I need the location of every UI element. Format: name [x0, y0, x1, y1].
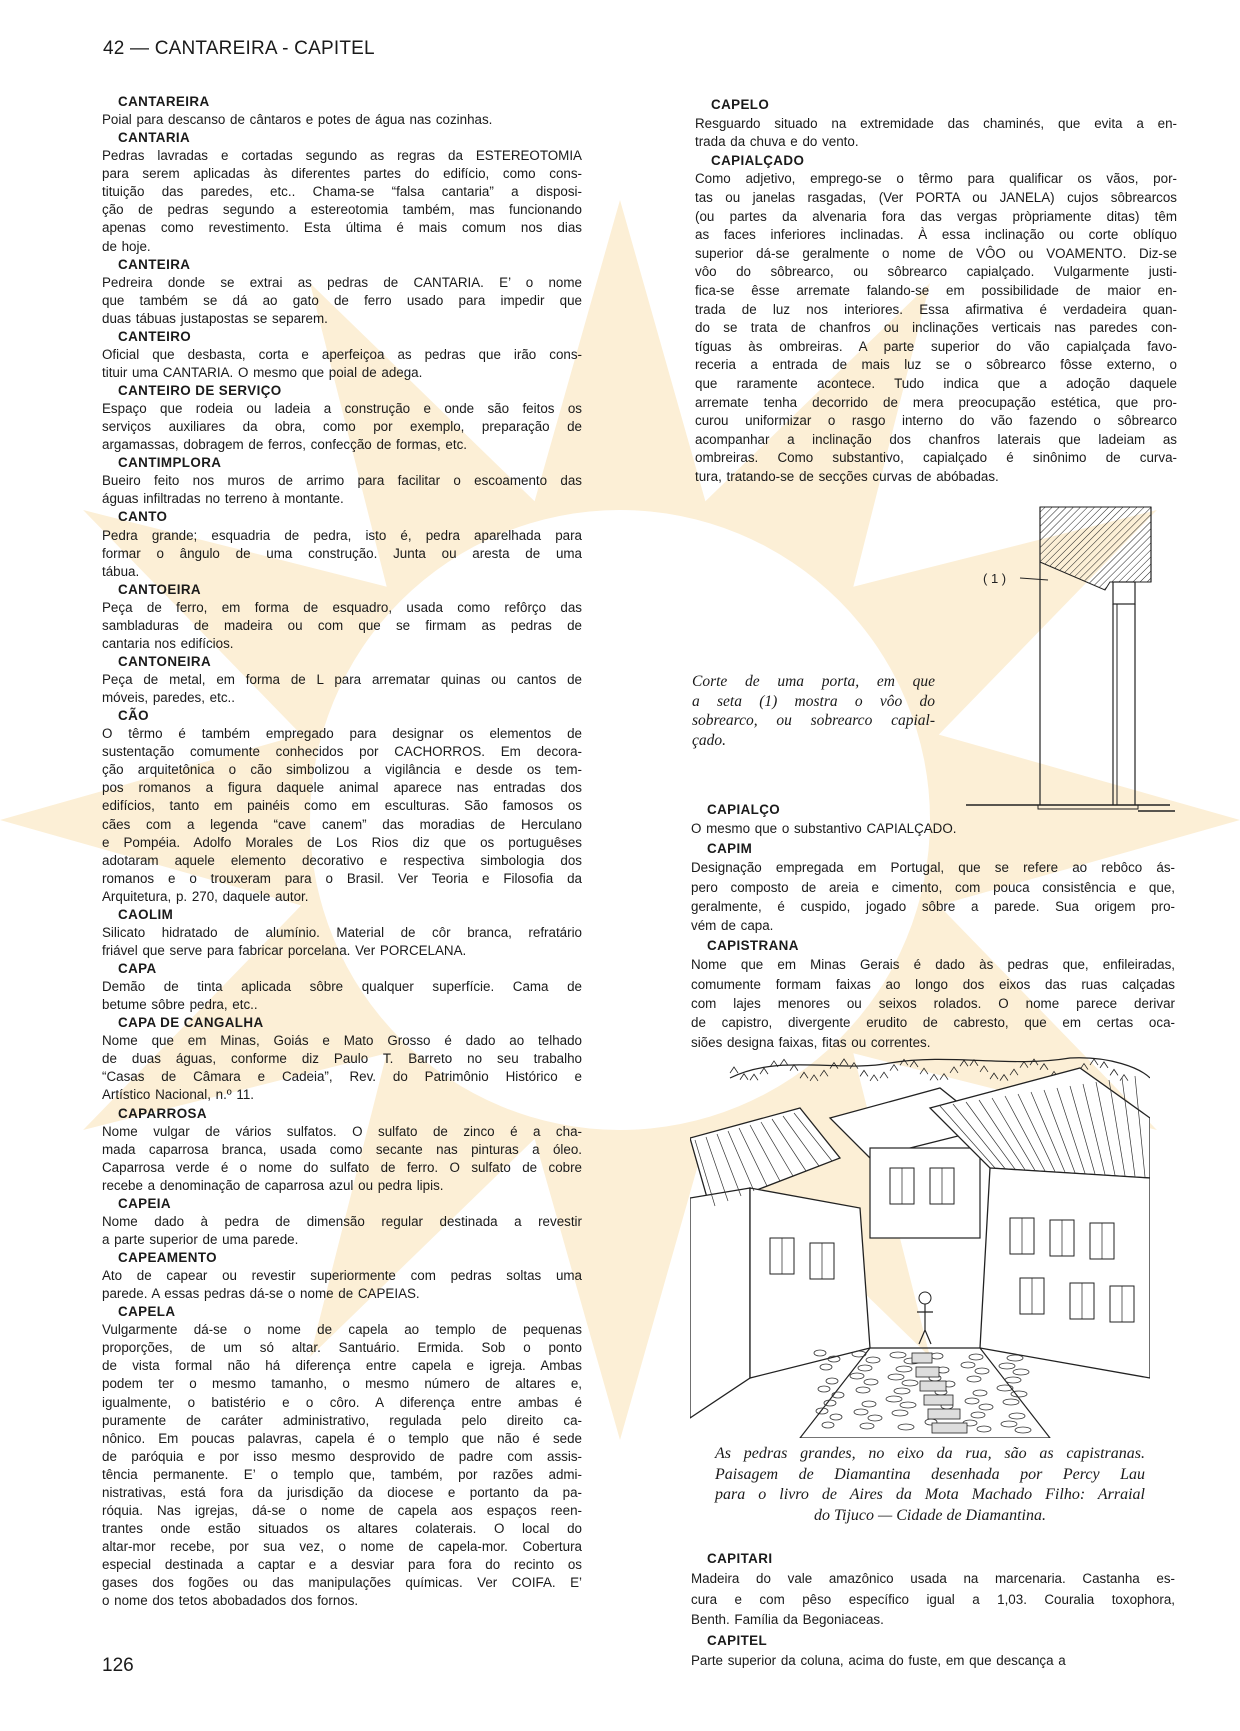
- entry-definition-line: tas ou janelas rasgadas, (Ver PORTA ou JANELA) cujos sôbrearcos: [695, 189, 1177, 205]
- house-right: [980, 1168, 1150, 1378]
- entry-definition-line: especial destinada a captar e a desviar para fora do recinto os: [102, 1557, 582, 1573]
- entry-definition-line: apenas como revestimento. Esta última é mais comum nos dias: [102, 220, 582, 236]
- tree-stroke: [1120, 1075, 1128, 1081]
- cobblestone: [1009, 1413, 1025, 1419]
- cobblestone: [896, 1366, 912, 1372]
- entry-term: CANTONEIRA: [118, 653, 212, 669]
- entry-definition-line: tábua.: [102, 563, 140, 579]
- entry-definition-line: tíguas às ombreiras. A parte superior do vão capialçada favo-: [695, 338, 1177, 354]
- arrow-label: ( 1 ): [983, 571, 1007, 586]
- cobblestone: [975, 1368, 989, 1374]
- cobblestone: [1001, 1421, 1017, 1427]
- entry-definition-line: móveis, paredes, etc..: [102, 690, 235, 706]
- cobblestone: [977, 1426, 991, 1432]
- tree-stroke: [790, 1065, 798, 1071]
- entry-definition-line: cantaria nos edifícios.: [102, 635, 234, 651]
- entry-definition-line: Pedreira donde se extrai as pedras de CANTARIA. E’ o nome: [102, 274, 582, 290]
- entry-term: CANTEIRO DE SERVIÇO: [118, 383, 282, 398]
- lintel-hatch: [1040, 507, 1151, 590]
- entry-definition-line: arremate tenha decorrido de mera preocupação estética, que pro-: [695, 394, 1177, 410]
- tree-stroke: [820, 1070, 828, 1076]
- cobblestone: [1015, 1427, 1031, 1433]
- entry-definition-line: vôo do sôbrearco, ou sôbrearco capialçado. Vulgarmente justi-: [695, 264, 1177, 280]
- entry-definition-line: siões designa faixas, fitas ou correntes.: [691, 1034, 931, 1050]
- entry-definition-line: Como adjetivo, emprego-se o têrmo para qualificar os vãos, por-: [695, 171, 1177, 187]
- entry-definition-line: trada de luz nos interiores. Essa afirmativa é verdadeira quan-: [695, 301, 1177, 317]
- tree-stroke: [910, 1061, 918, 1067]
- entry-term: CANTIMPLORA: [118, 455, 222, 471]
- entry-term: CANTOEIRA: [118, 581, 201, 597]
- tree-stroke: [840, 1059, 848, 1065]
- entry-definition-line: Nome dado à pedra de dimensão regular destinada a revestir: [102, 1213, 582, 1229]
- entry-definition-line: de capistro, divergente erudito de cabresto, que em certas oca-: [691, 1015, 1175, 1031]
- entry-definition-line: betume sôbre pedra, etc..: [102, 997, 258, 1013]
- entry-term: CÃO: [118, 708, 149, 724]
- entry-definition-line: de paróquia e por isso mesmo desprovido de padre com assis-: [102, 1448, 582, 1464]
- cobblestone: [888, 1374, 904, 1380]
- entry-definition-line: Parte superior da coluna, acima do fuste, em que descança a: [691, 1653, 1066, 1669]
- entry-definition-line: tituir uma CANTARIA. O mesmo que poial de adega.: [102, 364, 423, 380]
- tree-stroke: [1110, 1069, 1118, 1075]
- tree-stroke: [760, 1068, 768, 1074]
- entry-definition-line: cura e com pêso específico igual a 1,03. Couralia toxophora,: [691, 1591, 1175, 1607]
- tree-stroke: [940, 1074, 948, 1080]
- entry-definition-line: Caparrosa verde é o nome do sulfato de ferro. O sulfato de cobre: [102, 1159, 582, 1175]
- tree-stroke: [1090, 1059, 1098, 1065]
- tree-stroke: [750, 1074, 758, 1080]
- entry-definition-line: Demão de tinta aplicada sôbre qualquer superfície. Cama de: [102, 979, 582, 995]
- tree-stroke: [800, 1072, 808, 1078]
- door-section-figure: [960, 500, 1180, 820]
- tree-stroke: [870, 1075, 878, 1081]
- cobblestone: [824, 1400, 836, 1406]
- entry-definition-line: Resguardo situado na extremidade das chaminés, que evita a en-: [695, 115, 1177, 131]
- cobblestone: [1007, 1355, 1023, 1361]
- entry-definition-line: geralmente, é cuspido, jogado sôbre a parede. Sua origem pro-: [691, 899, 1175, 915]
- entry-definition-line: romanos e o trouxeram para o Brasil. Ver Teoria e Filosofia da: [102, 870, 582, 886]
- cobblestone: [999, 1363, 1015, 1369]
- entry-definition-line: nistrativas, está fora da jurisdição da diocese e portanto da pa-: [102, 1484, 582, 1500]
- entry-definition-line: superior dá-se geralmente o nome de VÔO ou VOAMENTO. Diz-se: [695, 245, 1177, 261]
- entry-definition-line: “Casas de Câmara e Cadeia”, Rev. do Patrimônio Histórico e: [102, 1069, 582, 1085]
- entry-definition-line: com lajes menores ou seixos rolados. O nome parece derivar: [691, 996, 1175, 1012]
- entry-definition-line: Vulgarmente dá-se o nome de capela ao templo de pequenas: [102, 1322, 582, 1338]
- entry-definition-line: Peça de metal, em forma de L para arrematar quinas ou cantos de: [102, 672, 582, 687]
- entry-definition-line: róquia. Nas igrejas, dá-se o nome de capela aos espaços reen-: [102, 1502, 582, 1518]
- entry-definition-line: Espaço que rodeia ou ladeia a construção e onde são feitos os: [102, 401, 582, 417]
- tree-stroke: [1000, 1075, 1008, 1081]
- entry-definition-line: pos romanos a figura daquele animal aparece nas entradas dos: [102, 780, 582, 796]
- cobblestone: [866, 1357, 880, 1363]
- entry-term: CAPA DE CANGALHA: [118, 1015, 264, 1031]
- entry-definition-line: de vista formal não há diferença entre capela e igreja. Ambas: [102, 1358, 582, 1374]
- capistrana-stone: [928, 1409, 960, 1419]
- cobblestone: [931, 1353, 943, 1359]
- entry-definition-line: duas tábuas justapostas se separem.: [102, 310, 328, 326]
- entry-term: CAPISTRANA: [707, 937, 799, 953]
- entry-definition-line: edifícios, tanto em painéis como em esculturas. São famosos os: [102, 798, 582, 814]
- tree-stroke: [860, 1070, 868, 1076]
- left-column: [102, 93, 582, 1610]
- tree-stroke: [900, 1059, 908, 1065]
- entry-definition-line: sustentação comumente conhecidos por CACHORROS. Em decora-: [102, 744, 582, 760]
- entry-definition-line: nônico. Em poucas palavras, capela é o templo que não é sede: [102, 1430, 582, 1446]
- cobblestone: [822, 1422, 834, 1428]
- house-left-wall: [690, 1188, 750, 1418]
- entry-term: CAPELO: [711, 97, 770, 112]
- entry-definition-line: (ou partes da alvenaria fora das vergas pròpriamente ditas) têm: [695, 208, 1177, 224]
- right-column-bottom: [691, 1549, 1175, 1671]
- right-column-middle: [691, 800, 1175, 1052]
- entry-definition-line: Pedras lavradas e cortadas segundo as regras da ESTEREOTOMIA: [102, 148, 582, 164]
- cobblestone: [894, 1388, 910, 1394]
- tree-stroke: [1100, 1062, 1108, 1068]
- capistrana-stone: [916, 1367, 939, 1377]
- entry-definition-line: serviços auxiliares da obra, como por exemplo, preparação de: [102, 419, 582, 435]
- cobblestone: [1011, 1391, 1027, 1397]
- cobblestone: [890, 1352, 906, 1358]
- entry-definition-line: Nome vulgar de vários sulfatos. O sulfato de zinco é a cha-: [102, 1123, 582, 1139]
- caption-line: Corte de uma porta, em que: [692, 673, 935, 690]
- cobblestone: [864, 1379, 878, 1385]
- capistrana-stone: [924, 1395, 953, 1405]
- entry-definition-line: recebe a denominação de caparrosa azul ou pedra lipis.: [102, 1177, 444, 1193]
- cobblestone: [971, 1412, 985, 1418]
- entry-definition-line: Arquitetura, p. 270, daquele autor.: [102, 888, 309, 904]
- tree-stroke: [780, 1059, 788, 1065]
- entry-definition-line: a parte superior de uma parede.: [102, 1231, 299, 1247]
- entry-definition-line: Silicato hidratado de alumínio. Material de côr branca, refratário: [102, 924, 582, 940]
- running-header: 42 — CANTAREIRA - CAPITEL: [103, 38, 375, 59]
- cobblestone: [856, 1387, 870, 1393]
- entry-definition-line: trantes onde estão situados os altares colaterais. O local do: [102, 1520, 582, 1536]
- tree-stroke: [740, 1074, 748, 1080]
- entry-definition-line: curou uniformizar o rasgo interno do vão fazendo o sôbrearco: [695, 413, 1177, 429]
- entry-definition-line: Oficial que desbasta, corta e aperfeiçoa as pedras que irão cons-: [102, 346, 582, 362]
- entry-definition-line: para serem aplicadas às diferentes partes do edifício, como cons-: [102, 166, 582, 182]
- page-number: 126: [102, 1655, 134, 1676]
- cobblestone: [886, 1396, 902, 1402]
- tree-stroke: [980, 1066, 988, 1072]
- tree-stroke: [920, 1068, 928, 1074]
- entry-term: CAPA: [118, 961, 157, 976]
- entry-definition-line: ção arquitetônica o cão simbolizou a vigilância e desde os tem-: [102, 762, 582, 778]
- caption-line: para o livro de Aires da Mota Machado Filho: Arraial: [715, 1486, 1145, 1503]
- entry-term: CAPARROSA: [118, 1105, 207, 1121]
- entry-term: CAPIALÇO: [707, 802, 781, 817]
- cobblestone: [973, 1390, 987, 1396]
- cobblestone: [818, 1386, 830, 1392]
- street-illustration-caption: [715, 1444, 1145, 1526]
- entry-definition-line: sambladuras de madeira ou com que se firmam as pedras de: [102, 617, 582, 633]
- cobblestone: [852, 1351, 866, 1357]
- entry-definition-line: Artístico Nacional, n.º 11.: [102, 1087, 255, 1103]
- entry-definition-line: Poial para descanso de cântaros e potes de água nas cozinhas.: [102, 112, 493, 128]
- cobblestone: [900, 1402, 916, 1408]
- cobblestone: [892, 1410, 908, 1416]
- entry-definition-line: podem ter o mesmo tamanho, o mesmo número de altares e,: [102, 1376, 582, 1392]
- entry-definition-line: fica-se êsse arremate falando-se em possibilidade de maior en-: [695, 282, 1177, 298]
- entry-term: CAPEIA: [118, 1195, 171, 1211]
- cobblestone: [850, 1373, 864, 1379]
- entry-term: CAPIM: [707, 840, 753, 856]
- entry-term: CAPITEL: [707, 1632, 768, 1648]
- entry-definition-line: ombreiras. Como substantivo, capialçado é sinônimo de curva-: [695, 450, 1177, 466]
- cobblestone: [898, 1424, 914, 1430]
- diamantina-street-illustration: [690, 1048, 1150, 1438]
- cobblestone: [1003, 1399, 1019, 1405]
- person-head: [919, 1292, 931, 1304]
- cobblestone: [860, 1423, 874, 1429]
- entry-definition-line: Bueiro feito nos muros de arrimo para facilitar o escoamento das: [102, 473, 582, 489]
- entry-definition-line: argamassas, dobragem de ferros, confecção de formas, etc.: [102, 437, 468, 453]
- caption-line: a seta (1) mostra o vôo do: [692, 692, 935, 710]
- entry-definition-line: altar-mor recebe, por sua vez, o nome de capela-mor. Cobertura: [102, 1539, 582, 1554]
- entry-definition-line: gases dos fogões ou das manipulações químicas. Ver COIFA. E’: [102, 1575, 582, 1591]
- tree-stroke: [730, 1067, 738, 1073]
- house-left-front: [750, 1188, 870, 1378]
- capistrana-stone: [932, 1423, 967, 1433]
- entry-definition-line: cães com a legenda “cave canem” das moradias de Herculano: [102, 816, 582, 832]
- caption-line: sobrearco, ou sobrearco capial-: [692, 712, 935, 729]
- entry-definition-line: Nome que em Minas, Goiás e Mato Grosso é dado ao telhado: [102, 1033, 582, 1049]
- entry-definition-line: pero composto de areia e cimento, com pouca consistência e que,: [691, 879, 1175, 895]
- cobblestone: [961, 1362, 975, 1368]
- tree-stroke: [1040, 1064, 1048, 1070]
- cobblestone: [858, 1365, 872, 1371]
- entry-term: CAOLIM: [118, 906, 174, 922]
- tree-stroke: [1010, 1069, 1018, 1075]
- tree-stroke: [1020, 1062, 1028, 1068]
- cobblestone: [820, 1364, 832, 1370]
- caption-line: do Tijuco — Cidade de Diamantina.: [814, 1506, 1046, 1524]
- entry-definition-line: águas infiltradas no terreno à montante.: [102, 491, 344, 507]
- entry-definition-line: do se trata de chanfros ou inclinações verticais nas paredes con-: [695, 320, 1177, 336]
- cobblestone: [826, 1378, 838, 1384]
- entry-term: CANTARIA: [118, 130, 191, 146]
- entry-definition-line: tura, tratando-se de secções curvas de abóbadas.: [695, 468, 999, 484]
- cobblestone: [854, 1409, 868, 1415]
- cobblestone: [979, 1404, 993, 1410]
- cobblestone: [830, 1414, 842, 1420]
- entry-definition-line: proporções, de um só altar. Santuário. Ermida. Sob o ponto: [102, 1340, 582, 1356]
- caption-line: Paisagem de Diamantina desenhada por Percy Lau: [715, 1465, 1145, 1483]
- tree-stroke: [960, 1060, 968, 1066]
- entry-definition-line: Pedra grande; esquadria de pedra, isto é, pedra aparelhada para: [102, 527, 582, 543]
- entry-definition-line: as faces inferiores inclinadas. À essa inclinação ou corte oblíquo: [695, 227, 1177, 243]
- caption-line: çado.: [692, 731, 727, 749]
- cobblestone: [868, 1415, 882, 1421]
- entry-definition-line: mada caparrosa branca, usada como secante nas pinturas a óleo.: [102, 1141, 582, 1157]
- entry-definition-line: igualmente, o batistério e o côro. A diferença entre ambas é: [102, 1394, 582, 1410]
- entry-definition-line: comumente formam faixas ao longo dos eixos das ruas calçadas: [691, 976, 1175, 992]
- cobblestone: [965, 1398, 979, 1404]
- entry-definition-line: Designação empregada em Portugal, que se refere ao rebôco ás-: [691, 860, 1175, 876]
- cobblestone: [967, 1376, 981, 1382]
- entry-definition-line: trada da chuva e do vento.: [695, 134, 859, 150]
- entry-definition-line: O têrmo é também empregado para designar os elementos de: [102, 726, 582, 742]
- entry-term: CANTEIRO: [118, 328, 192, 344]
- cobblestone: [902, 1380, 918, 1386]
- entry-definition-line: Benth. Família da Begoniaceas.: [691, 1612, 884, 1628]
- entry-definition-line: tência permanente. E’ o templo que, também, por razões admi-: [102, 1466, 582, 1482]
- right-column-top: [695, 96, 1177, 486]
- entry-definition-line: de duas águas, conforme diz Paulo T. Barreto no seu trabalho: [102, 1051, 582, 1067]
- cobblestone: [862, 1401, 876, 1407]
- entry-term: CANTAREIRA: [118, 94, 210, 109]
- caption-line: As pedras grandes, no eixo da rua, são as capistranas.: [715, 1445, 1145, 1462]
- entry-term: CAPELA: [118, 1304, 176, 1320]
- person-body: [917, 1304, 933, 1344]
- entry-term: CAPIALÇADO: [711, 152, 805, 168]
- entry-definition-line: Madeira do vale amazônico usada na marcenaria. Castanha es-: [691, 1571, 1175, 1587]
- tree-stroke: [880, 1072, 888, 1078]
- entry-definition-line: puramente de caráter administrativo, regulada pelo direito ca-: [102, 1412, 582, 1428]
- entry-definition-line: receria a entrada de mais luz se o sôbrearco fôsse externo, o: [695, 357, 1177, 373]
- tree-stroke: [890, 1065, 898, 1071]
- cobblestone: [1013, 1369, 1029, 1375]
- tree-stroke: [1030, 1059, 1038, 1065]
- cobblestone: [1005, 1377, 1021, 1383]
- entry-definition-line: parede. A essas pedras dá-se o nome de CAPEIAS.: [102, 1286, 420, 1302]
- entry-definition-line: adotaram aquele elemento decorativo e respectiva simbologia dos: [102, 852, 582, 868]
- capistrana-stone: [912, 1353, 932, 1363]
- entry-term: CANTO: [118, 509, 168, 525]
- tree-stroke: [810, 1075, 818, 1081]
- entry-definition-line: O mesmo que o substantivo CAPIALÇADO.: [691, 821, 957, 837]
- entry-definition-line: que raramente acontece. Tudo indica que a adoção daquele: [695, 375, 1177, 391]
- entry-definition-line: e Pompéia. Adolfo Morales de Los Rios diz que os portuguêses: [102, 834, 582, 850]
- entry-term: CAPEAMENTO: [118, 1250, 217, 1265]
- tree-stroke: [990, 1073, 998, 1079]
- entry-definition-line: Nome que em Minas Gerais é dado às pedras que, enfileiradas,: [691, 957, 1175, 973]
- tree-stroke: [950, 1067, 958, 1073]
- door-figure-caption: [692, 672, 935, 750]
- entry-term: CAPITARI: [707, 1551, 773, 1566]
- entry-definition-line: friável que serve para fabricar porcelana. Ver PORCELANA.: [102, 942, 467, 958]
- entry-definition-line: tituição das paredes, etc.. Chama-se “falsa cantaria” a disposi-: [102, 184, 582, 200]
- entry-definition-line: Ato de capear ou revestir superiormente com pedras soltas uma: [102, 1268, 582, 1284]
- entry-definition-line: o nome dos tetos abobadados dos fornos.: [102, 1593, 359, 1609]
- entry-definition-line: formar o ângulo de uma construção. Junta ou aresta de uma: [102, 545, 582, 561]
- entry-definition-line: vém de capa.: [691, 918, 774, 934]
- entry-definition-line: de hoje.: [102, 238, 151, 254]
- entry-term: CANTEIRA: [118, 256, 191, 272]
- tree-stroke: [930, 1074, 938, 1080]
- entry-definition-line: que também se dá ao gato de ferro usado para impedir que: [102, 292, 582, 308]
- entry-definition-line: Peça de ferro, em forma de esquadro, usada como refôrço das: [102, 599, 582, 615]
- entry-definition-line: ção de pedras segundo a estereotomia também, mas funcionando: [102, 202, 582, 218]
- cobblestone: [969, 1354, 983, 1360]
- house-center: [870, 1148, 980, 1238]
- capistrana-stone: [920, 1381, 946, 1391]
- entry-definition-line: acompanhar a inclinação dos chanfros laterais que ladeiam as: [695, 431, 1177, 447]
